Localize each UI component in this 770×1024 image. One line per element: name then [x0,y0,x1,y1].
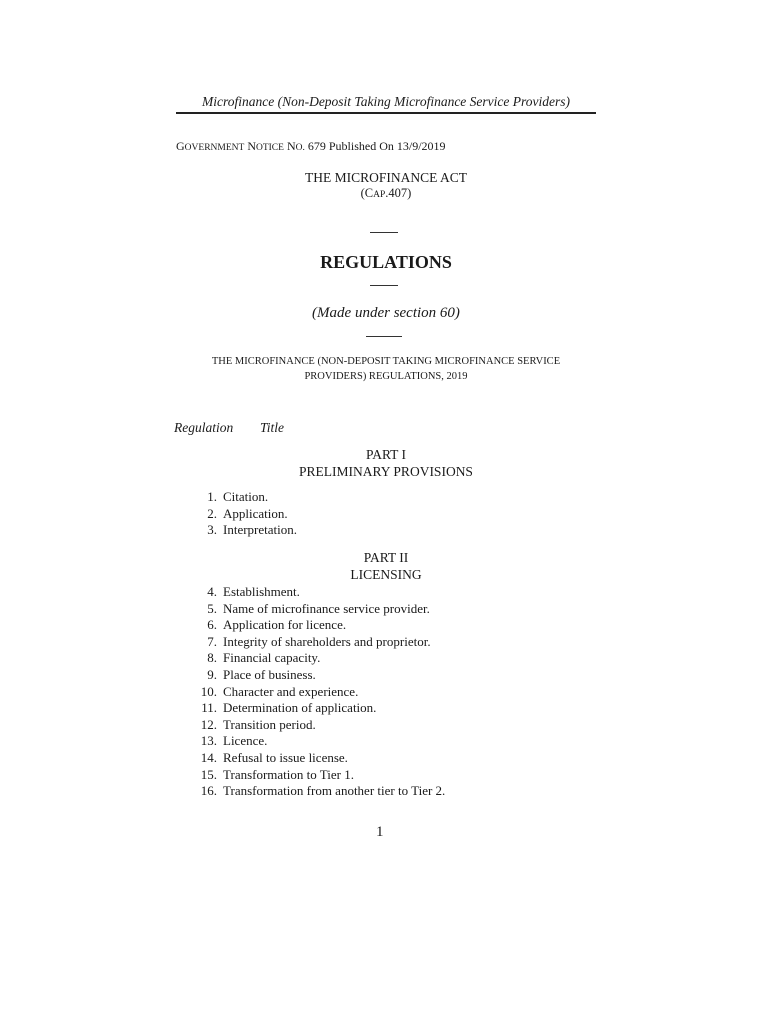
toc-num: 12. [200,716,217,732]
toc-item [186,506,297,523]
toc-num: 13. [200,733,217,749]
toc-num: 15. [200,766,217,782]
toc-num: 8. [207,650,217,666]
toc-item [186,617,445,634]
divider [366,336,402,337]
divider [370,232,398,233]
toc-title: Name of microfinance service provider. [223,600,430,616]
part-heading [176,446,596,480]
toc-num: 3. [207,522,217,538]
toc-num: 9. [207,666,217,682]
toc-item [186,489,297,506]
toc-item [186,522,297,539]
toc-title: Integrity of shareholders and proprietor. [223,633,431,649]
column-headers [174,420,284,436]
toc-list [186,489,297,539]
toc-num: 11. [201,700,217,716]
toc-title: Refusal to issue license. [223,749,348,765]
toc-num: 16. [200,783,217,799]
toc-item [186,717,445,734]
toc-num: 5. [207,600,217,616]
toc-title: Financial capacity. [223,650,321,666]
cap-number: .407) [385,186,412,200]
toc-title: Determination of application. [223,700,377,716]
toc-item [186,733,445,750]
regulations-title-line-1: THE MICROFINANCE (NON-DEPOSIT TAKING MICROFINANCE SERVICE [211,356,561,367]
toc-title: Application for licence. [223,617,347,633]
toc-num: 10. [200,683,217,699]
toc-num: 14. [200,749,217,765]
government-notice-line [176,139,446,154]
toc-title: Transition period. [223,716,316,732]
page-number: 1 [376,824,384,840]
toc-title: Application. [223,505,288,521]
act-cap: (CAP.407) [360,186,412,200]
toc-title: Establishment. [223,584,300,599]
made-under-section: (Made under section 60) [312,305,460,321]
toc-title: Interpretation. [223,522,297,538]
part-name: LICENSING [350,567,422,582]
toc-item [186,601,445,618]
running-header: Microfinance (Non-Deposit Taking Microfinance Service Providers) [176,94,596,114]
toc-num: 1. [207,489,217,504]
toc-title: Character and experience. [223,683,359,699]
toc-num: 2. [207,505,217,521]
toc-item [186,667,445,684]
divider [370,285,398,286]
regulations-title-line-2: PROVIDERS) REGULATIONS, 2019 [304,371,468,382]
toc-item [186,650,445,667]
cap-small-caps: AP [373,190,386,200]
toc-item [186,584,445,601]
part-name: PRELIMINARY PROVISIONS [299,464,473,479]
toc-num: 6. [207,617,217,633]
part-number: PART II [363,550,409,565]
toc-num: 4. [207,584,217,599]
gn-otice: OTICE [255,143,284,153]
toc-item [186,684,445,701]
toc-title: Citation. [223,489,269,504]
toc-item [186,634,445,651]
part-heading [176,549,596,583]
toc-title: Transformation from another tier to Tier 2. [223,783,446,799]
toc-title: Licence. [223,733,268,749]
toc-item [186,700,445,717]
toc-list [186,584,445,800]
gn-no: N [286,139,296,153]
toc-item [186,783,445,800]
gn-text: 679 Published On 13/9/2019 [307,139,446,153]
gn-g: G [176,139,185,153]
gn-o: O. [295,143,305,153]
part-number: PART I [365,447,407,462]
regulations-heading: REGULATIONS [320,252,452,272]
toc-item [186,750,445,767]
regulations-title [176,354,596,384]
gn-n: N [247,139,256,153]
act-title: THE MICROFINANCE ACT [304,170,467,185]
column-header-regulation: Regulation [174,420,234,435]
toc-num: 7. [207,633,217,649]
gn-overnment: OVERNMENT [184,143,245,153]
column-header-title: Title [260,420,285,435]
toc-item [186,767,445,784]
toc-title: Place of business. [223,666,316,682]
toc-title: Transformation to Tier 1. [223,766,354,782]
